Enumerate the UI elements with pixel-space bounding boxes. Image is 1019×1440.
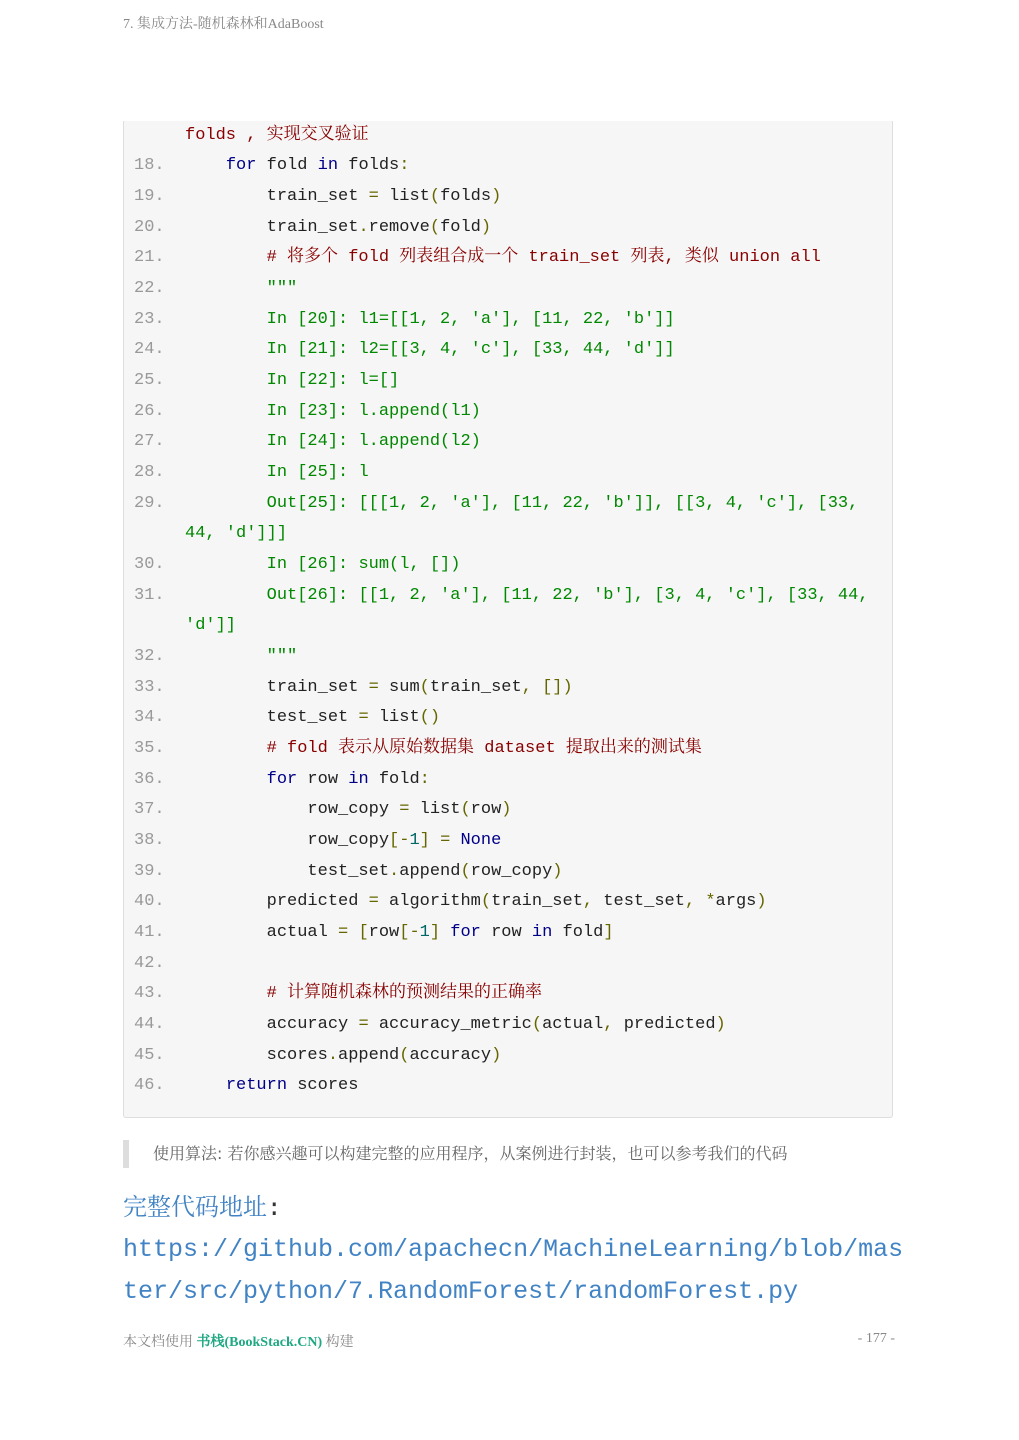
code-token xyxy=(185,739,267,758)
code-line xyxy=(124,427,892,457)
code-line xyxy=(124,673,892,703)
line-number: 27. xyxy=(134,432,165,451)
code-token: folds xyxy=(338,156,400,175)
code-text xyxy=(185,458,369,488)
code-token: ) xyxy=(480,218,492,237)
code-token: In [25]: l xyxy=(266,463,369,482)
line-number: 35. xyxy=(134,739,165,758)
code-token: In [22]: l=[] xyxy=(266,371,400,390)
code-token: In [23]: l.append(l1) xyxy=(266,402,481,421)
line-number: 28. xyxy=(134,463,165,482)
code-token: fold xyxy=(256,156,318,175)
line-number: 31. xyxy=(134,586,165,605)
code-token: : xyxy=(419,770,430,789)
code-token: append xyxy=(338,1046,400,1065)
code-token: In [26]: sum(l, []) xyxy=(266,555,461,574)
line-number: 38. xyxy=(134,831,165,850)
code-token: train_set xyxy=(185,678,369,697)
code-line xyxy=(124,397,892,427)
code-token: row_copy xyxy=(185,831,390,850)
line-number: 23. xyxy=(134,310,165,329)
code-token xyxy=(185,984,267,1003)
code-token: Out[26]: [[1, 2, 'a'], [11, 22, 'b'], [3, 4, 'c'], [33, 44, xyxy=(266,586,869,605)
code-token: actual xyxy=(542,1015,604,1034)
footer-brand-link[interactable]: 书栈(BookStack.CN) xyxy=(196,1335,323,1350)
line-number: 22. xyxy=(134,279,165,298)
code-token: # 将多个 fold 列表组合成一个 train_set 列表, 类似 union all xyxy=(266,248,821,267)
line-number: 32. xyxy=(134,647,165,666)
code-url-link[interactable] xyxy=(123,1229,913,1313)
code-token: , xyxy=(521,678,532,697)
code-token: , xyxy=(582,892,594,911)
code-token: = xyxy=(358,1015,369,1034)
code-line xyxy=(124,765,892,795)
code-token xyxy=(185,279,267,298)
code-text xyxy=(185,121,369,151)
code-token: = xyxy=(338,923,349,942)
code-token xyxy=(440,923,450,942)
code-token: in xyxy=(317,156,339,175)
code-token: ( xyxy=(480,892,492,911)
code-token: ( xyxy=(460,862,471,881)
line-number: 20. xyxy=(134,218,165,237)
code-token: list xyxy=(378,187,430,206)
code-token: . xyxy=(358,218,369,237)
code-token: fold xyxy=(552,923,604,942)
line-number: 40. xyxy=(134,892,165,911)
code-token: test_set xyxy=(185,708,359,727)
code-text xyxy=(185,305,675,335)
code-token: = xyxy=(399,800,410,819)
code-text xyxy=(185,918,614,948)
code-line xyxy=(124,826,892,856)
code-token: for xyxy=(450,923,481,942)
code-text xyxy=(185,243,821,273)
code-token: scores xyxy=(185,1046,328,1065)
code-line xyxy=(124,550,892,580)
code-token: ] xyxy=(419,831,430,850)
code-token xyxy=(185,463,267,482)
code-token xyxy=(185,432,267,451)
code-token: ( xyxy=(460,800,471,819)
code-token: ) xyxy=(552,862,563,881)
code-token: fold xyxy=(440,218,481,237)
code-token: 44, 'd']]] xyxy=(185,524,288,543)
code-token: row xyxy=(368,923,400,942)
code-token: row xyxy=(470,800,502,819)
code-token xyxy=(185,156,226,175)
code-text xyxy=(185,366,399,396)
code-text xyxy=(185,979,542,1009)
line-number: 21. xyxy=(134,248,165,267)
code-token xyxy=(450,831,460,850)
code-text xyxy=(185,335,675,365)
code-token: . xyxy=(389,862,400,881)
code-token xyxy=(185,586,267,605)
code-text xyxy=(185,581,869,611)
code-token: ( xyxy=(531,1015,543,1034)
code-token: in xyxy=(531,923,553,942)
code-token xyxy=(532,678,542,697)
code-token: train_set xyxy=(429,678,522,697)
code-text xyxy=(185,857,563,887)
code-token: ) xyxy=(491,1046,502,1065)
code-token: . xyxy=(327,1046,339,1065)
code-token: = xyxy=(358,708,369,727)
code-token xyxy=(185,1076,226,1095)
code-text xyxy=(185,274,297,304)
blockquote-note xyxy=(123,1140,893,1168)
code-token: , xyxy=(603,1015,614,1034)
code-token xyxy=(185,402,267,421)
code-token: () xyxy=(419,708,441,727)
line-number: 43. xyxy=(134,984,165,1003)
code-token: row_copy xyxy=(470,862,553,881)
code-line xyxy=(124,1010,892,1040)
code-line xyxy=(124,949,892,979)
code-token: [ xyxy=(358,923,369,942)
code-token: remove xyxy=(368,218,430,237)
code-line xyxy=(124,243,892,273)
code-token: * xyxy=(705,892,716,911)
line-number: 36. xyxy=(134,770,165,789)
code-token: None xyxy=(460,831,502,850)
code-token: for xyxy=(225,156,257,175)
code-token: ( xyxy=(429,218,441,237)
code-token: accuracy_metric xyxy=(368,1015,532,1034)
code-token: in xyxy=(348,770,369,789)
code-token: algorithm xyxy=(378,892,481,911)
code-token: """ xyxy=(266,647,298,666)
code-token: test_set xyxy=(593,892,685,911)
code-text xyxy=(185,427,481,457)
line-number: 45. xyxy=(134,1046,165,1065)
code-line xyxy=(124,458,892,488)
code-text xyxy=(185,397,481,427)
code-token: ) xyxy=(715,1015,726,1034)
code-url-line-2[interactable]: ter/src/python/7.RandomForest/randomForest.py xyxy=(123,1277,799,1306)
code-token: [- xyxy=(389,831,410,850)
code-line xyxy=(124,519,892,549)
code-text xyxy=(185,151,409,181)
code-token: In [21]: l2=[[3, 4, 'c'], [33, 44, 'd']] xyxy=(266,340,675,359)
line-number: 41. xyxy=(134,923,165,942)
line-number: 44. xyxy=(134,1015,165,1034)
line-number: 30. xyxy=(134,555,165,574)
code-line xyxy=(124,581,892,611)
code-line xyxy=(124,918,892,948)
code-text xyxy=(185,519,287,549)
code-token: accuracy xyxy=(409,1046,492,1065)
code-token: for xyxy=(266,770,298,789)
code-line xyxy=(124,489,892,519)
footer-credit xyxy=(123,1331,354,1351)
code-token xyxy=(185,371,267,390)
code-token xyxy=(430,831,440,850)
code-token: list xyxy=(368,708,420,727)
code-token: row_copy xyxy=(185,800,400,819)
code-token: folds , 实现交叉验证 xyxy=(185,126,369,145)
code-line xyxy=(124,979,892,1009)
code-token: [- xyxy=(399,923,420,942)
code-token: , xyxy=(684,892,696,911)
code-text xyxy=(185,826,501,856)
code-token: 1 xyxy=(409,831,420,850)
line-number: 42. xyxy=(134,954,165,973)
code-line xyxy=(124,213,892,243)
line-number: 39. xyxy=(134,862,165,881)
code-text xyxy=(185,765,430,795)
code-line xyxy=(124,366,892,396)
code-token: actual xyxy=(185,923,339,942)
code-text xyxy=(185,734,702,764)
code-token xyxy=(185,494,267,513)
line-number: 24. xyxy=(134,340,165,359)
code-token: """ xyxy=(266,279,298,298)
line-number: 19. xyxy=(134,187,165,206)
code-token: folds xyxy=(440,187,492,206)
code-line xyxy=(124,611,892,641)
code-text xyxy=(185,1071,358,1101)
code-token: ( xyxy=(399,1046,410,1065)
code-token xyxy=(185,248,267,267)
code-token: return xyxy=(225,1076,288,1095)
code-token: predicted xyxy=(185,892,369,911)
code-url-line-1[interactable]: https://github.com/apachecn/MachineLearning/blob/mas xyxy=(123,1235,904,1264)
code-token: # fold 表示从原始数据集 dataset 提取出来的测试集 xyxy=(266,739,702,758)
code-token: sum xyxy=(378,678,420,697)
code-token xyxy=(185,770,267,789)
code-token: ( xyxy=(429,187,441,206)
code-line xyxy=(124,305,892,335)
code-token: list xyxy=(409,800,461,819)
code-token: []) xyxy=(542,678,573,697)
code-token xyxy=(695,892,705,911)
code-token: # 计算随机森林的预测结果的正确率 xyxy=(266,984,543,1003)
code-token xyxy=(185,310,267,329)
code-line xyxy=(124,703,892,733)
code-token: ) xyxy=(491,187,502,206)
code-token xyxy=(185,555,267,574)
code-text xyxy=(185,182,501,212)
code-token: append xyxy=(399,862,461,881)
code-text xyxy=(185,550,460,580)
code-text xyxy=(185,795,511,825)
code-token: = xyxy=(440,831,451,850)
code-token: args xyxy=(715,892,757,911)
code-text xyxy=(185,887,767,917)
page-number: - 177 - xyxy=(857,1331,895,1346)
code-token: ) xyxy=(756,892,767,911)
code-text xyxy=(185,1041,501,1071)
code-token: = xyxy=(368,892,379,911)
code-token: : xyxy=(399,156,410,175)
line-number: 18. xyxy=(134,156,165,175)
code-token: train_set xyxy=(185,187,369,206)
page-header-title: 7. 集成方法-随机森林和AdaBoost xyxy=(123,17,324,32)
code-token: row xyxy=(297,770,349,789)
code-token: fold xyxy=(368,770,420,789)
code-line xyxy=(124,857,892,887)
code-line xyxy=(124,121,892,151)
code-link-colon: : xyxy=(267,1193,282,1221)
line-number: 46. xyxy=(134,1076,165,1095)
code-token: test_set xyxy=(185,862,390,881)
code-line xyxy=(124,795,892,825)
code-token: ( xyxy=(419,678,430,697)
code-text xyxy=(185,1010,726,1040)
code-line xyxy=(124,1041,892,1071)
code-token: = xyxy=(368,678,379,697)
code-text xyxy=(185,213,491,243)
blockquote-text: 使用算法: 若你感兴趣可以构建完整的应用程序，从案例进行封装，也可以参考我们的代码 xyxy=(153,1144,788,1163)
line-number: 26. xyxy=(134,402,165,421)
code-token: row xyxy=(480,923,532,942)
code-token: ) xyxy=(501,800,512,819)
code-token: train_set xyxy=(491,892,583,911)
code-text xyxy=(185,642,297,672)
code-line xyxy=(124,887,892,917)
code-line xyxy=(124,734,892,764)
code-token: Out[25]: [[[1, 2, 'a'], [11, 22, 'b']], [[3, 4, 'c'], [33, xyxy=(266,494,859,513)
code-token xyxy=(348,923,358,942)
code-line xyxy=(124,182,892,212)
code-link-label[interactable]: 完整代码地址 xyxy=(123,1193,267,1221)
code-token: In [24]: l.append(l2) xyxy=(266,432,481,451)
code-text xyxy=(185,703,440,733)
line-number: 34. xyxy=(134,708,165,727)
code-token: 'd']] xyxy=(185,616,237,635)
code-token: = xyxy=(368,187,379,206)
code-token: 1 xyxy=(419,923,430,942)
code-text xyxy=(185,611,236,641)
code-line xyxy=(124,642,892,672)
footer-suffix: 构建 xyxy=(322,1335,354,1350)
line-number: 29. xyxy=(134,494,165,513)
footer-prefix: 本文档使用 xyxy=(123,1335,197,1350)
code-text xyxy=(185,673,573,703)
code-token: ] xyxy=(429,923,441,942)
code-line xyxy=(124,274,892,304)
line-number: 33. xyxy=(134,678,165,697)
line-number: 25. xyxy=(134,371,165,390)
code-line xyxy=(124,335,892,365)
code-line xyxy=(124,1071,892,1101)
code-line xyxy=(124,151,892,181)
code-link-heading xyxy=(123,1188,281,1226)
code-token: ] xyxy=(603,923,614,942)
code-token: train_set xyxy=(185,218,359,237)
code-token: accuracy xyxy=(185,1015,359,1034)
code-text xyxy=(185,489,858,519)
line-number: 37. xyxy=(134,800,165,819)
code-block xyxy=(123,121,893,1118)
code-token: scores xyxy=(287,1076,359,1095)
code-token xyxy=(185,647,267,666)
code-token: In [20]: l1=[[1, 2, 'a'], [11, 22, 'b']] xyxy=(266,310,675,329)
code-token: predicted xyxy=(613,1015,716,1034)
code-token xyxy=(185,340,267,359)
